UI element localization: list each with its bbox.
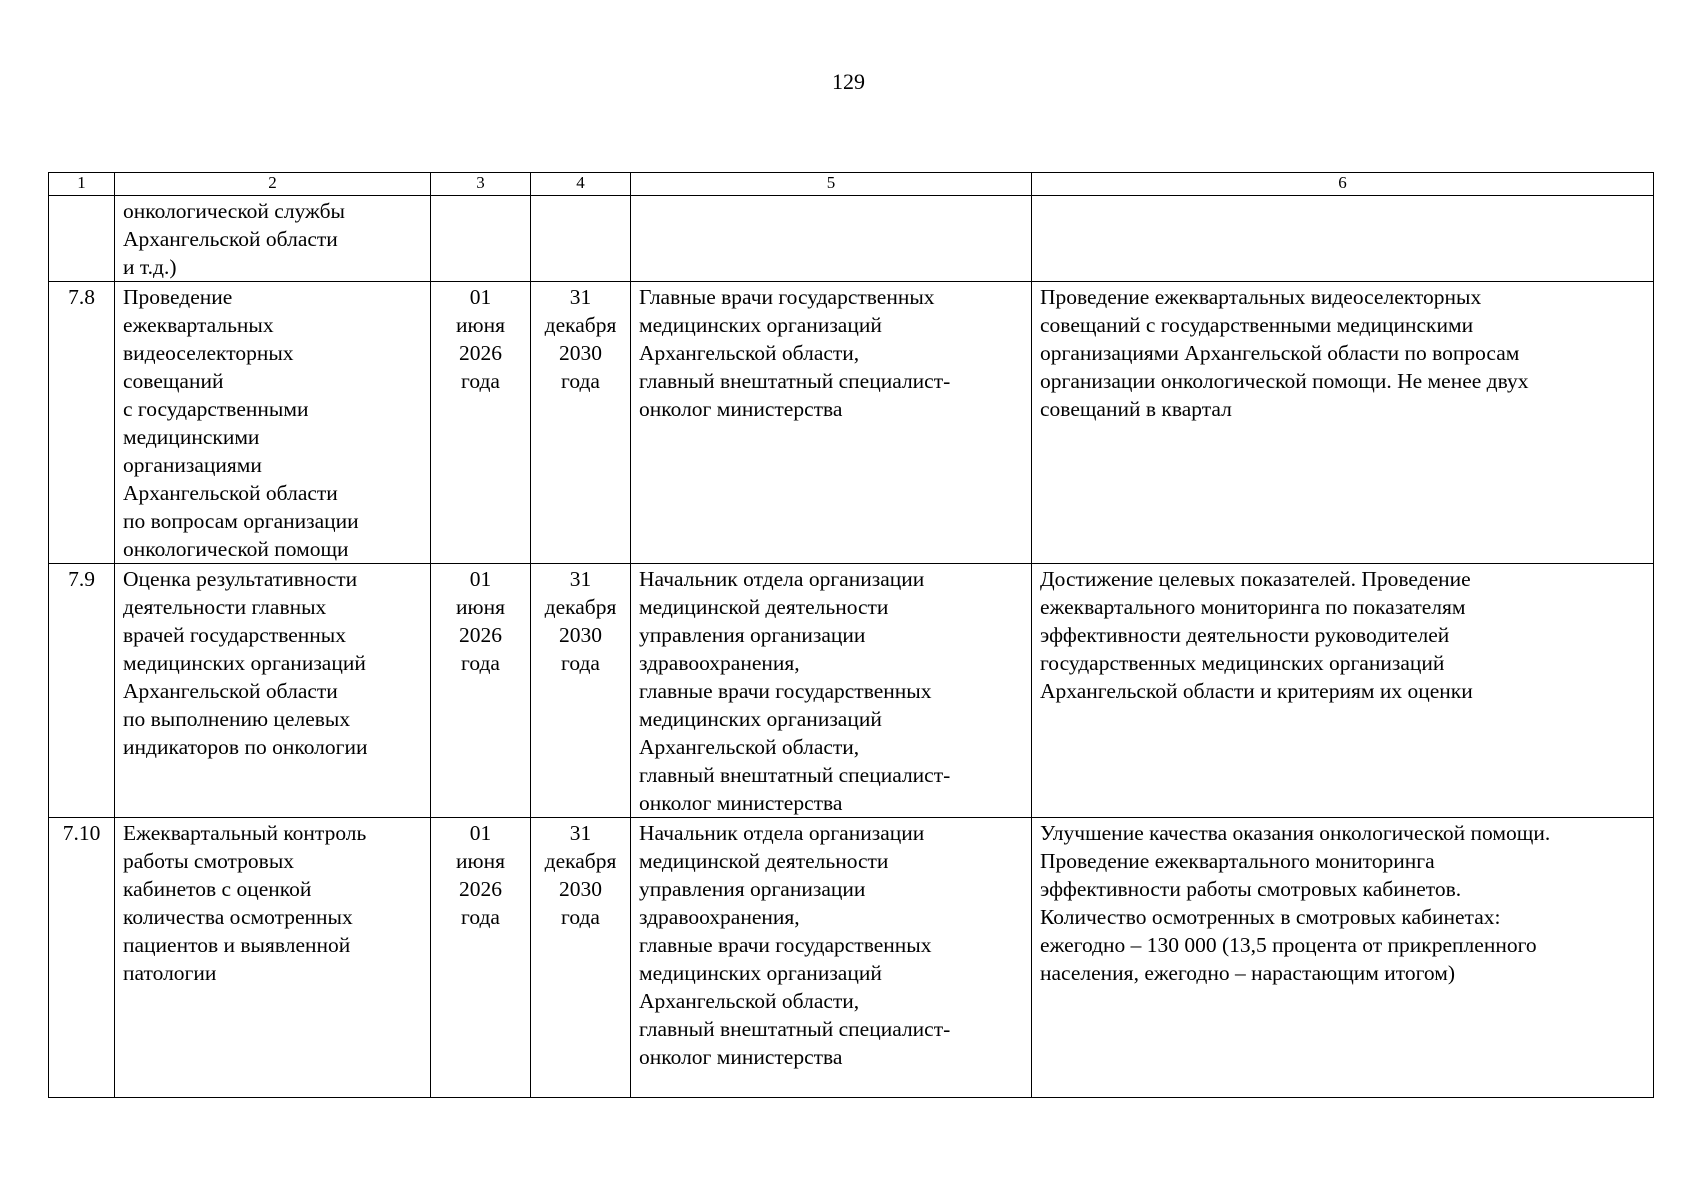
responsible-cell: Главные врачи государственных медицинских организаций Архангельской области, главный внештатный специалист- онколог министерства [631,282,1032,564]
responsible-cell: Начальник отдела организации медицинской деятельности управления организации здравоохранения, главные врачи государственных медицинских организаций Архангельской области, главный внештатный специалист- онколог министерства [631,564,1032,818]
activity-cell: Оценка результативности деятельности главных врачей государственных медицинских организаций Архангельской области по выполнению целевых индикаторов по онкологии [115,564,431,818]
activity-cell: Проведение ежеквартальных видеоселекторных совещаний с государственными медицинскими организациями Архангельской области по вопросам организации онкологической помощи [115,282,431,564]
table-header [49,173,1654,196]
end-date-cell: 31 декабря 2030 года [531,564,631,818]
item-number-cell: 7.8 [49,282,115,564]
start-date-cell: 01 июня 2026 года [431,818,531,1098]
column-header: 1 [49,173,115,196]
end-date-cell: 31 декабря 2030 года [531,282,631,564]
activity-cell: онкологической службы Архангельской области и т.д.) [115,196,431,282]
column-header: 3 [431,173,531,196]
item-number-cell: 7.9 [49,564,115,818]
column-header: 6 [1032,173,1654,196]
start-date-cell [431,196,531,282]
result-cell [1032,196,1654,282]
start-date-cell: 01 июня 2026 года [431,282,531,564]
activity-cell: Ежеквартальный контроль работы смотровых кабинетов с оценкой количества осмотренных пациентов и выявленной патологии [115,818,431,1098]
responsible-cell [631,196,1032,282]
page-number: 129 [832,69,865,94]
table-row [49,818,1654,1098]
responsible-cell: Начальник отдела организации медицинской деятельности управления организации здравоохранения, главные врачи государственных медицинских организаций Архангельской области, главный внештатный специалист- онколог министерства [631,818,1032,1098]
result-cell: Проведение ежеквартальных видеоселекторных совещаний с государственными медицинскими организациями Архангельской области по вопросам организации онкологической помощи. Не менее двух совещаний в квартал [1032,282,1654,564]
result-cell: Достижение целевых показателей. Проведение ежеквартального мониторинга по показателям эффективности деятельности руководителей государственных медицинских организаций Архангельской области и критериям их оценки [1032,564,1654,818]
column-header: 4 [531,173,631,196]
column-number-row [49,173,1654,196]
end-date-cell [531,196,631,282]
activity-plan-table [48,172,1654,1098]
table-row [49,282,1654,564]
column-header: 2 [115,173,431,196]
table-row [49,564,1654,818]
start-date-cell: 01 июня 2026 года [431,564,531,818]
item-number-cell: 7.10 [49,818,115,1098]
table-body [49,196,1654,1098]
result-cell: Улучшение качества оказания онкологической помощи. Проведение ежеквартального мониторинга эффективности работы смотровых кабинетов. Количество осмотренных в смотровых кабинетах: ежегодно – 130 000 (13,5 процента от прикрепленного населения, ежегодно – нарастающим итогом) [1032,818,1654,1098]
table-row [49,196,1654,282]
item-number-cell [49,196,115,282]
end-date-cell: 31 декабря 2030 года [531,818,631,1098]
column-header: 5 [631,173,1032,196]
